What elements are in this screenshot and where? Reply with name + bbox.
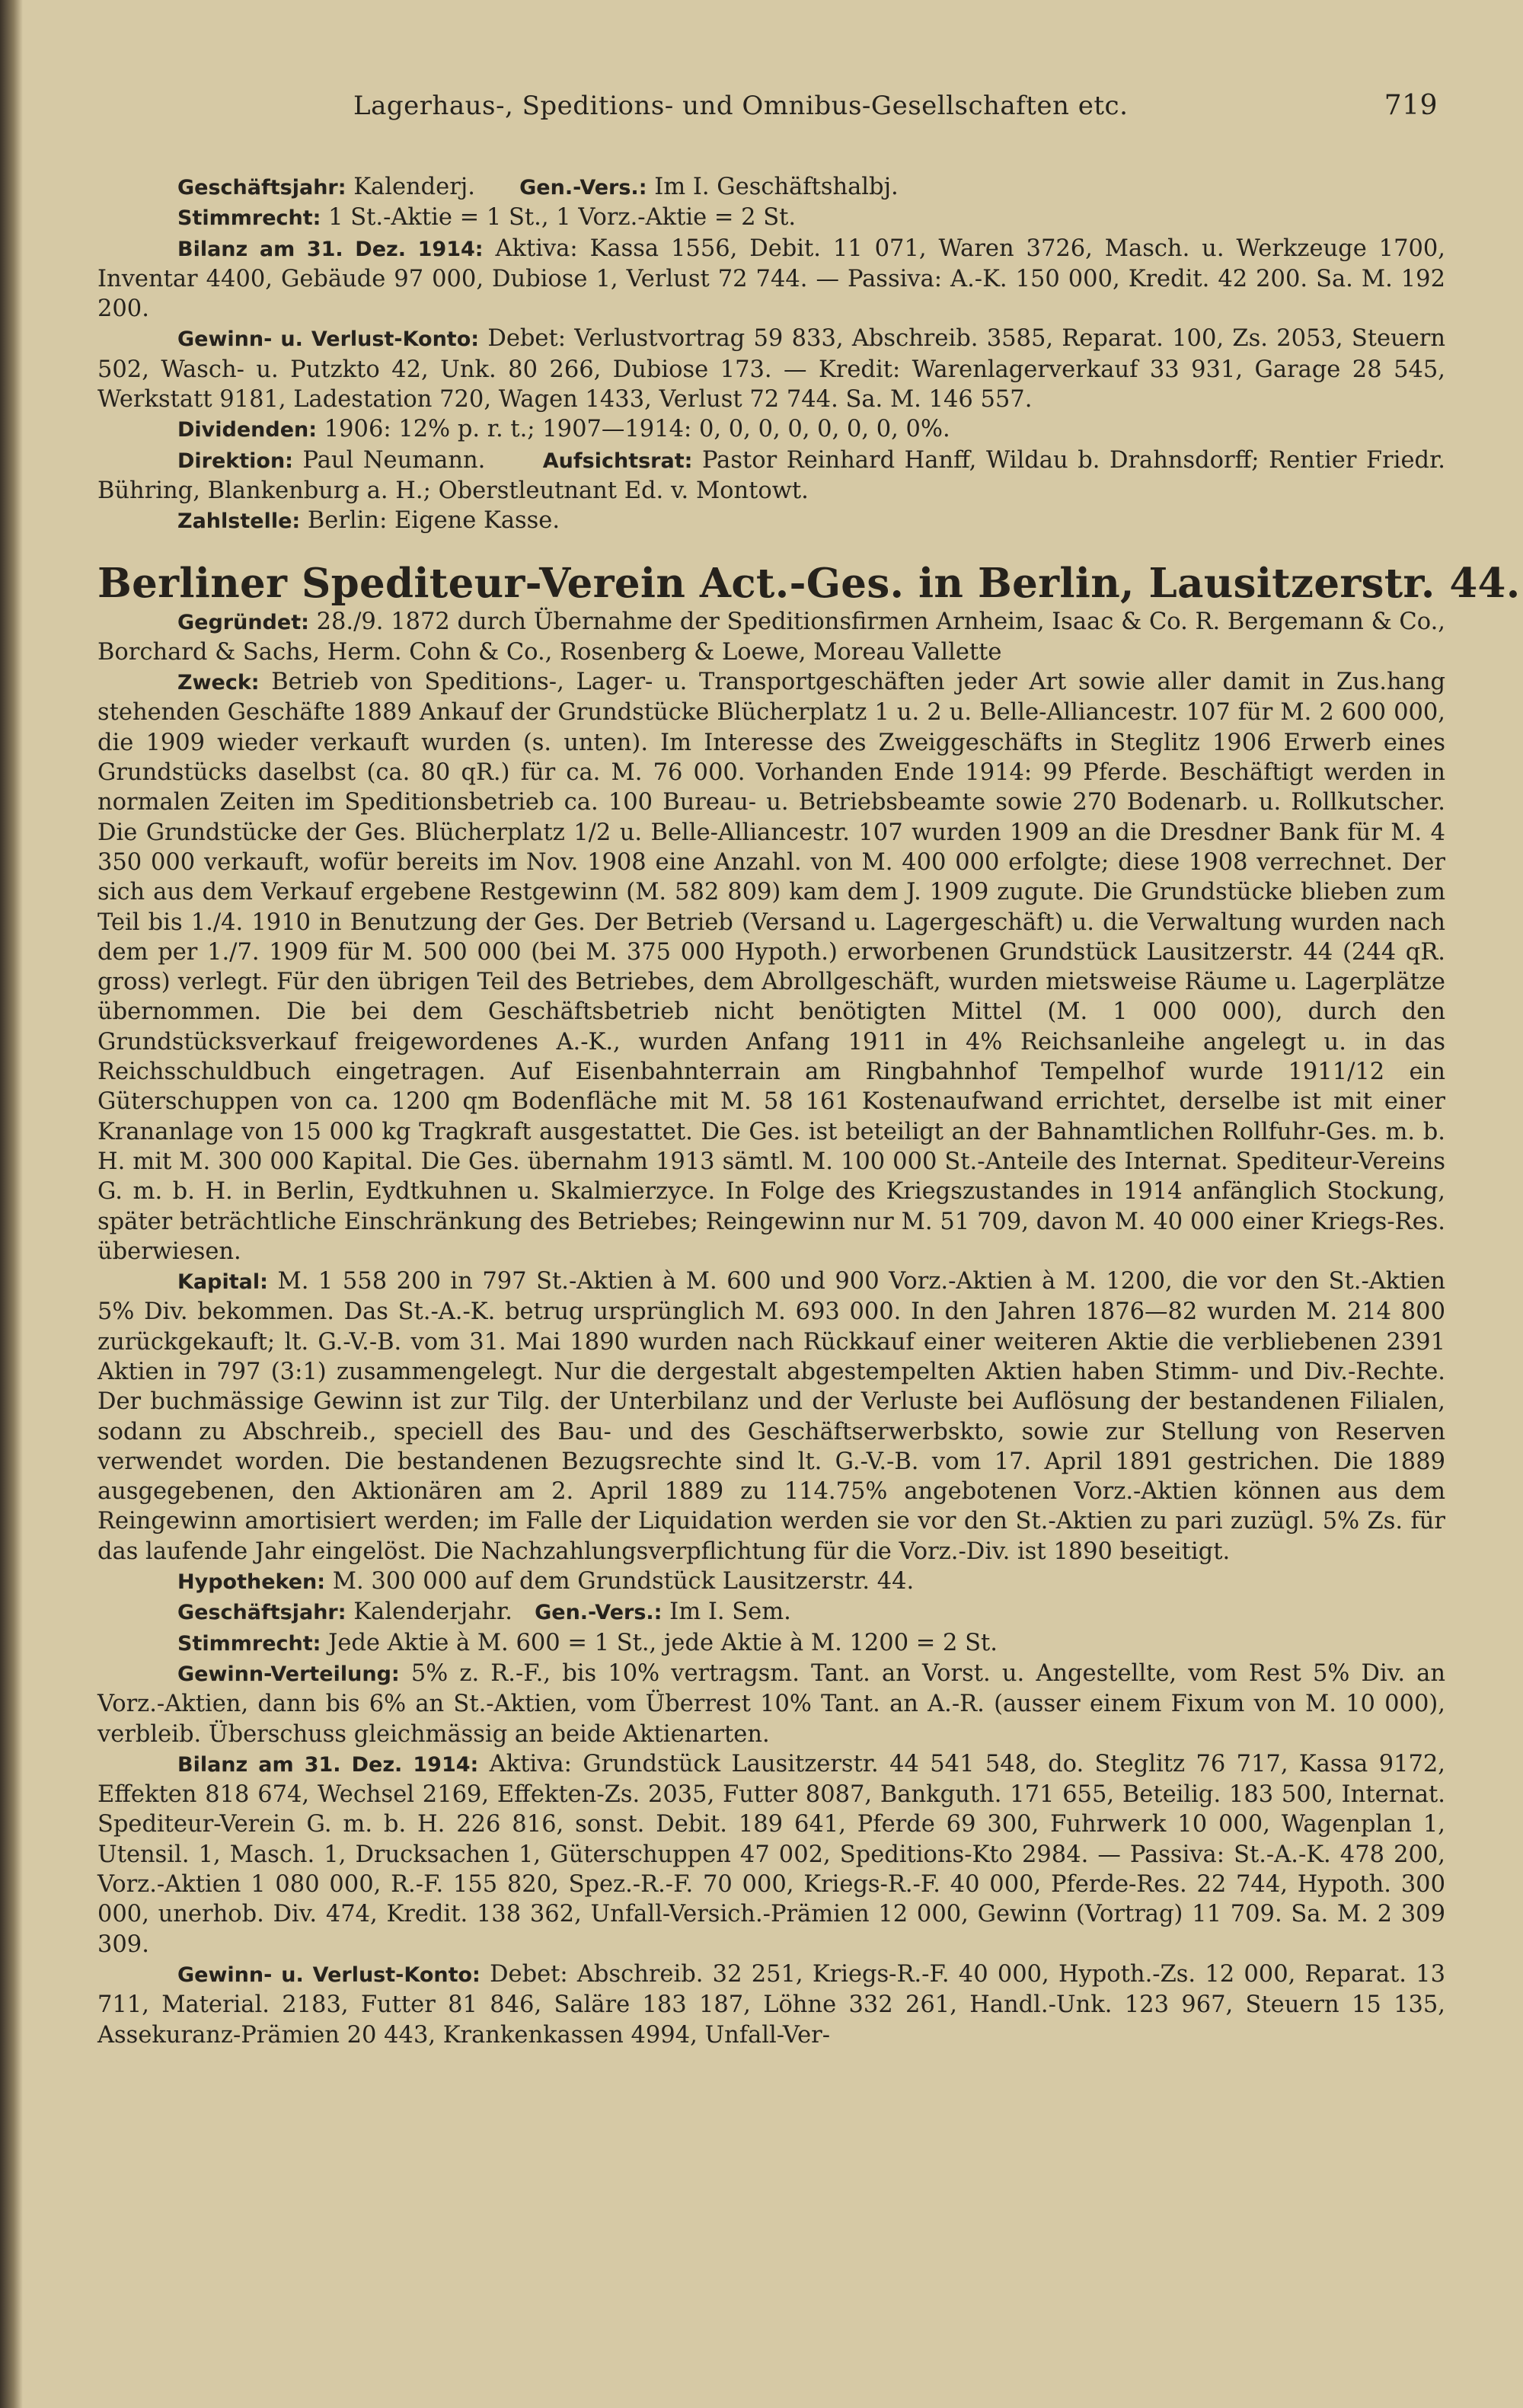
company-section-2 bbox=[97, 607, 1453, 2050]
entry-text-secondary: Im I. Sem. bbox=[662, 1598, 791, 1626]
section2-entry bbox=[97, 667, 1453, 1266]
entry-text: Debet: Verlustvortrag 59 833, Abschreib. 3585, Reparat. 100, Zs. 2053, Steuern 502, Wasch- u. Putzkto 42, Unk. 80 266, Dubiose 173. — Kredit: Warenlagerverkauf 33 931, Garage 28 545, Werkstatt 9181, Ladestation 720, Wagen 1433, Verlust 72 744. Sa. M. 146 557. bbox=[97, 325, 1453, 414]
entry-text: 1 St.-Aktie = 1 St., 1 Vorz.-Aktie = 2 St. bbox=[321, 204, 797, 232]
entry-label: Gegründet: bbox=[177, 610, 309, 634]
entry-label: Bilanz am 31. Dez. 1914: bbox=[177, 237, 484, 261]
section2-entry bbox=[97, 1959, 1453, 2050]
entry-text: Aktiva: Grundstück Lausitzerstr. 44 541 548, do. Steglitz 76 717, Kassa 9172, Effekten 818 674, Wechsel 2169, Effekten-Zs. 2035, Futter 8087, Bankguth. 171 655, Beteilig. 183 500, Internat. Spediteur-Verein G. m. b. H. 226 816, sonst. Debit. 189 641, Pferde 69 300, Fuhrwerk 10 000, Wagenplan 1, Utensil. 1, Masch. 1, Drucksachen 1, Güterschuppen 47 002, Speditions-Kto 2984. — Passiva: St.-A.-K. 478 200, Vorz.-Aktien 1 080 000, R.-F. 155 820, Spez.-R.-F. 70 000, Kriegs-R.-F. 40 000, Pferde-Res. 22 744, Hypoth. 300 000, unerhob. Div. 474, Kredit. 138 362, Unfall-Versich.-Prämien 12 000, Gewinn (Vortrag) 11 709. Sa. M. 2 309 309. bbox=[97, 1750, 1453, 1958]
entry-text: Aktiva: Kassa 1556, Debit. 11 071, Waren 3726, Masch. u. Werkzeuge 1700, Inventar 4400, Gebäude 97 000, Dubiose 1, Verlust 72 744. — Passiva: A.-K. 150 000, Kredit. 42 200. Sa. M. 192 200. bbox=[97, 235, 1453, 323]
entry-label: Hypotheken: bbox=[177, 1570, 326, 1595]
entry-label: Geschäftsjahr: bbox=[177, 1601, 346, 1625]
entry-label-secondary: Aufsichtsrat: bbox=[542, 449, 693, 473]
section2-entry bbox=[97, 1749, 1453, 1959]
section2-entry bbox=[97, 1566, 1445, 1597]
entry-text: 1906: 12% p. r. t.; 1907—1914: 0, 0, 0, 0, 0, 0, 0, 0%. bbox=[317, 416, 950, 443]
entry-text: Berlin: Eigene Kasse. bbox=[300, 507, 560, 535]
entry-text: M. 1 558 200 in 797 St.-Aktien à M. 600 und 900 Vorz.-Aktien à M. 1200, die vor den St.-Aktien 5% Div. bekommen. Das St.-A.-K. betrug ursprünglich M. 693 000. In den Jahren 1876—82 wurden M. 214 800 zurückgekauft; lt. G.-V.-B. vom 31. Mai 1890 wurden nach Rückkauf einer weiteren Aktie die verbliebenen 2391 Aktien in 797 (3:1) zusammengelegt. Nur die dergestalt abgestempelten Aktien haben Stimm- und Div.-Rechte. Der buchmässige Gewinn ist zur Tilg. der Unterbilanz und der Verluste bei Auflösung der bestandenen Filialen, sodann zu Abschreib., speciell des Bau- und des Geschäftserwerbskto, sowie zur Stellung von Reserven verwendet worden. Die bestandenen Bezugsrechte sind lt. G.-V.-B. vom 17. April 1891 gestrichen. Die 1889 ausgegebenen, den Aktionären am 2. April 1889 zu 114.75% angebotenen Vorz.-Aktien können aus dem Reingewinn amortisiert werden; im Falle der Liquidation werden sie vor den St.-Aktien zu pari zuzügl. 5% Zs. für das laufende Jahr eingelöst. Die Nachzahlungsverpflichtung für die Vorz.-Div. ist 1890 beseitigt. bbox=[97, 1268, 1453, 1565]
entry-text: 5% z. R.-F., bis 10% vertragsm. Tant. an Vorst. u. Angestellte, vom Rest 5% Div. an Vorz.-Aktien, dann bis 6% an St.-Aktien, vom Überrest 10% Tant. an A.-R. (ausser einem Fixum von M. 10 000), verbleib. Überschuss gleichmässig an beide Aktienarten. bbox=[97, 1659, 1453, 1748]
section1-entry bbox=[97, 446, 1445, 506]
entry-label: Direktion: bbox=[177, 449, 293, 473]
entry-label: Kapital: bbox=[177, 1270, 268, 1295]
entry-label: Gewinn- u. Verlust-Konto: bbox=[177, 327, 480, 352]
entry-text: 28./9. 1872 durch Übernahme der Speditionsfirmen Arnheim, Isaac & Co. R. Bergemann & Co., Borchard & Sachs, Herm. Cohn & Co., Rosenberg & Loewe, Moreau Vallette bbox=[97, 608, 1453, 666]
section1-entry bbox=[97, 506, 1445, 536]
section2-entry bbox=[97, 1597, 1445, 1627]
entry-text: Jede Aktie à M. 600 = 1 St., jede Aktie à M. 1200 = 2 St. bbox=[321, 1629, 998, 1656]
section1-entry bbox=[97, 414, 1445, 445]
entry-text: Kalenderjahr. bbox=[346, 1598, 535, 1626]
entry-label: Zweck: bbox=[177, 671, 260, 695]
entry-label: Geschäftsjahr: bbox=[177, 176, 346, 200]
section2-entry bbox=[97, 1628, 1445, 1659]
entry-label: Zahlstelle: bbox=[177, 509, 301, 534]
entry-label: Stimmrecht: bbox=[177, 206, 321, 231]
company-heading: Berliner Spediteur-Verein Act.-Ges. in Berlin, Lausitzerstr. 44. bbox=[97, 559, 1521, 607]
entry-text: Debet: Abschreib. 32 251, Kriegs-R.-F. 40 000, Hypoth.-Zs. 12 000, Reparat. 13 711, Material. 2183, Futter 81 846, Saläre 183 187, Löhne 332 261, Handl.-Unk. 123 967, Steuern 15 135, Assekuranz-Prämien 20 443, Krankenkassen 4994, Unfall-Ver- bbox=[97, 1960, 1453, 2049]
section1-entry bbox=[97, 203, 1445, 233]
page-number: 719 bbox=[1384, 90, 1438, 121]
entry-label: Stimmrecht: bbox=[177, 1631, 321, 1656]
page bbox=[97, 90, 1521, 2050]
section2-entry bbox=[97, 607, 1453, 668]
entry-label-secondary: Gen.-Vers.: bbox=[535, 1601, 663, 1625]
section2-entry bbox=[97, 1659, 1453, 1749]
entry-label: Gewinn-Verteilung: bbox=[177, 1662, 400, 1686]
book-spine-shadow bbox=[0, 0, 23, 2408]
entry-text: Kalenderj. bbox=[346, 174, 520, 200]
company-section-1 bbox=[97, 172, 1453, 537]
entry-text-secondary: Im I. Geschäftshalbj. bbox=[647, 174, 899, 200]
running-header bbox=[97, 90, 1445, 140]
entry-text: Betrieb von Speditions-, Lager- u. Transportgeschäften jeder Art sowie aller damit in Zus.hang stehenden Geschäfte 1889 Ankauf der Grundstücke Blücherplatz 1 u. 2 u. Belle-Alliancestr. 107 für M. 2 600 000, die 1909 wieder verkauft wurden (s. unten). Im Interesse des Zweiggeschäfts in Steglitz 1906 Erwerb eines Grundstücks daselbst (ca. 80 qR.) für ca. M. 76 000. Vorhanden Ende 1914: 99 Pferde. Beschäftigt werden in normalen Zeiten im Speditionsbetrieb ca. 100 Bureau- u. Betriebsbeamte sowie 270 Bodenarb. u. Rollkutscher. Die Grundstücke der Ges. Blücherplatz 1/2 u. Belle-Alliancestr. 107 wurden 1909 an die Dresdner Bank für M. 4 350 000 verkauft, wofür bereits im Nov. 1908 eine Anzahl. von M. 400 000 erfolgte; diese 1908 verrechnet. Der sich aus dem Verkauf ergebene Restgewinn (M. 582 809) kam dem J. 1909 zugute. Die Grundstücke blieben zum Teil bis 1./4. 1910 in Benutzung der Ges. Der Betrieb (Versand u. Lagergeschäft) u. die Verwaltung wurden nach dem per 1./7. 1909 für M. 500 000 (bei M. 375 000 Hypoth.) erworbenen Grundstück Lausitzerstr. 44 (244 qR. gross) verlegt. Für den übrigen Teil des Betriebes, dem Abrollgeschäft, wurden mietsweise Räume u. Lagerplätze übernommen. Die bei dem Geschäftsbetrieb nicht benötigten Mittel (M. 1 000 000), durch den Grundstücksverkauf freigewordenes A.-K., wurden Anfang 1911 in 4% Reichsanleihe angelegt u. in das Reichsschuldbuch eingetragen. Auf Eisenbahnterrain am Ringbahnhof Tempelhof wurde 1911/12 ein Güterschuppen von ca. 1200 qm Bodenfläche mit M. 58 161 Kostenaufwand errichtet, derselbe ist mit einer Krananlage von 15 000 kg Tragkraft ausgestattet. Die Ges. ist beteiligt an der Bahnamtlichen Rollfuhr-Ges. m. b. H. mit M. 300 000 Kapital. Die Ges. übernahm 1913 sämtl. M. 100 000 St.-Anteile des Internat. Spediteur-Vereins G. m. b. H. in Berlin, Eydtkuhnen u. Skalmierzyce. In Folge des Kriegszustandes in 1914 anfänglich Stockung, später beträchtliche Einschränkung des Betriebes; Reingewinn nur M. 51 709, davon M. 40 000 einer Kriegs-Res. überwiesen. bbox=[97, 669, 1453, 1265]
entry-text: M. 300 000 auf dem Grundstück Lausitzerstr. 44. bbox=[325, 1568, 915, 1595]
entry-text-secondary: Pastor Reinhard Hanff, Wildau b. Drahnsdorff; Rentier Friedr. Bühring, Blankenburg a. H.; Oberstleutnant Ed. v. Montowt. bbox=[97, 446, 1445, 504]
entry-label: Bilanz am 31. Dez. 1914: bbox=[177, 1752, 479, 1777]
section1-entry bbox=[97, 234, 1453, 324]
section1-entry bbox=[97, 324, 1453, 414]
section1-entry bbox=[97, 172, 1445, 203]
entry-label: Gewinn- u. Verlust-Konto: bbox=[177, 1962, 481, 1987]
header-title: Lagerhaus-, Speditions- und Omnibus-Gesellschaften etc. bbox=[353, 91, 1129, 121]
entry-label-secondary: Gen.-Vers.: bbox=[519, 176, 647, 200]
entry-label: Dividenden: bbox=[177, 418, 318, 442]
entry-text: Paul Neumann. bbox=[292, 446, 543, 474]
section2-entry bbox=[97, 1266, 1453, 1566]
